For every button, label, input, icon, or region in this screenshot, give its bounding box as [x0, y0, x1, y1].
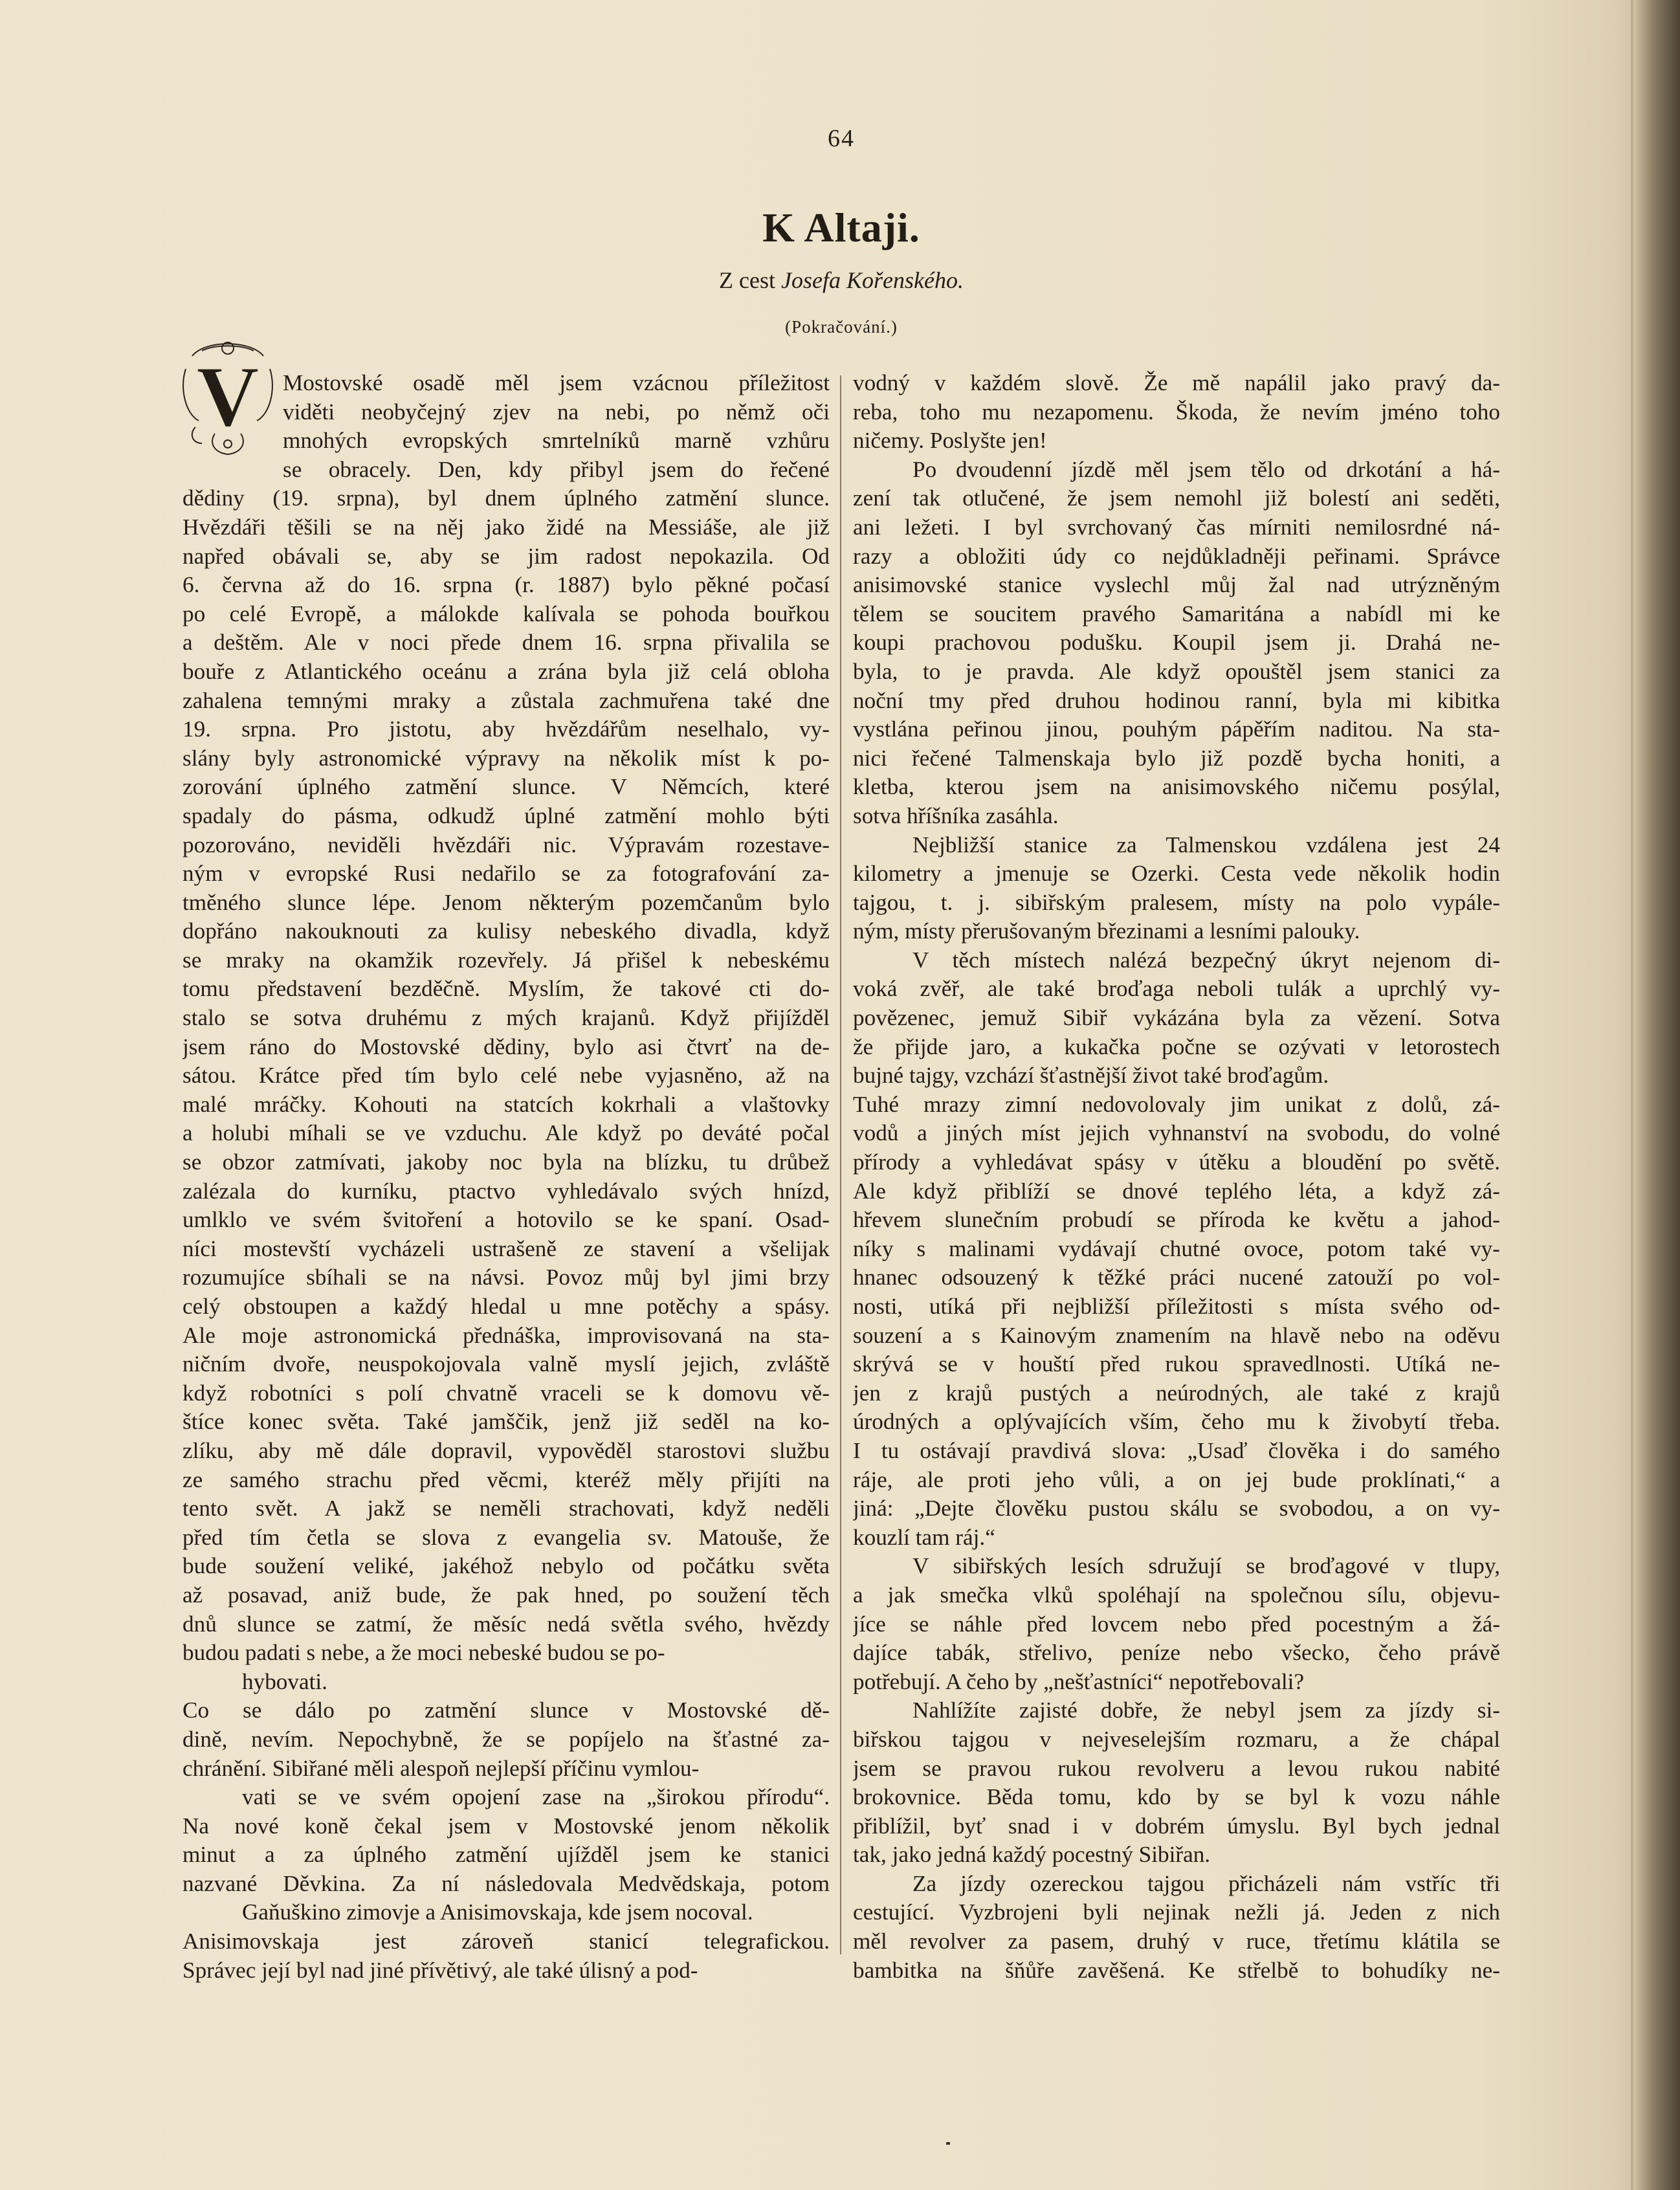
text-line: po celé Evropě, a málokde kalívala se pohoda bouřkou [182, 601, 830, 626]
text-line: byla, to je pravda. Ale když opouštěl jsem stanici za [853, 658, 1500, 684]
text-line: Ale když přiblíží se dnové teplého léta, a když zá- [853, 1178, 1500, 1204]
text-line: Tuhé mrazy zimní nedovolovaly jim unikat z dolů, zá- [853, 1091, 1500, 1117]
text-line: níky s malinami vydávají chutné ovoce, potom také vy- [853, 1235, 1500, 1261]
text-line: ani ležeti. I byl svrchovaný čas mírniti nemilosrdné ná- [853, 514, 1500, 540]
text-line: souzení a s Kainovým znamením na hlavě nebo na oděvu [853, 1322, 1500, 1348]
text-line: dědiny (19. srpna), byl dnem úplného zatmění slunce. [182, 485, 830, 511]
text-line: hřevem slunečním probudí se příroda ke květu a jahod- [853, 1207, 1500, 1233]
text-line: a jak smečka vlků spoléhají na společnou sílu, objevu- [853, 1582, 1500, 1608]
text-line: zení tak otlučené, že jsem nemohl již bolestí ani seděti, [853, 485, 1500, 511]
text-line: tělem se soucitem pravého Samaritána a nabídl mi ke [853, 601, 1500, 626]
text-line: ničním dvoře, neuspokojovala valně myslí jejich, zvláště [182, 1351, 830, 1377]
subtitle-author: Josefa Kořenského. [781, 267, 964, 293]
page-edge-line [1631, 0, 1633, 2190]
text-line: spadaly do pásma, odkudž úplné zatmění mohlo býti [182, 802, 830, 828]
left-column [182, 349, 830, 1985]
text-line: nici řečené Talmenskaja bylo již pozdě bycha honiti, a [853, 745, 1500, 771]
text-line: přírody a vyhledávat spásy v útěku a bloudění po světě. [853, 1149, 1500, 1175]
text-line: cestující. Vyzbrojeni byli nejinak nežli já. Jeden z nich [853, 1899, 1500, 1925]
text-line: tomu představení bezděčně. Myslím, že takové cti do- [182, 976, 830, 1002]
continued-note: (Pokračování.) [785, 317, 898, 337]
text-line: úrodných a oplývajících vším, čeho mu k živobytí třeba. [853, 1409, 1500, 1435]
text-line: přiblížil, byť snad i v dobrém úmyslu. Byl bych jednal [853, 1813, 1500, 1839]
text-line: vodný v každém slově. Že mě napálil jako pravý da- [853, 370, 1500, 395]
text-line: kletba, kterou jsem na anisimovského ničemu posýlal, [853, 774, 1500, 800]
text-line: koupi prachovou podušku. Koupil jsem ji. Drahá ne- [853, 630, 1500, 656]
text-line: Na nové koně čekal jsem v Mostovské jenom několik [182, 1813, 830, 1839]
text-line: kouzlí tam ráj.“ [853, 1524, 995, 1550]
text-line: až posavad, aniž bude, že pak hned, po soužení těch [182, 1582, 830, 1608]
text-line: brokovnice. Běda tomu, kdo by se byl k vozu náhle [853, 1784, 1500, 1810]
text-line: reba, toho mu nezapomenu. Škoda, že nevím jméno toho [853, 399, 1500, 425]
text-line: V sibiřských lesích sdružují se broďagové v tlupy, [912, 1553, 1500, 1579]
text-line: ným v evropské Rusi nedařilo se za fotografování za- [182, 861, 830, 887]
text-line: slány byly astronomické výpravy na několik míst k po- [182, 745, 830, 771]
text-line: mnohých evropských smrtelníků marně vzhůru [283, 428, 830, 454]
text-line: Mostovské osadě měl jsem vzácnou příležitost [283, 370, 830, 395]
text-line: I tu ostávají pravdivá slova: „Usaď člověka i do samého [853, 1437, 1500, 1463]
text-line: ničemy. Poslyšte jen! [853, 428, 1047, 454]
text-line: potřebují. A čeho by „nešťastníci“ nepotřebovali? [853, 1668, 1305, 1694]
text-line: Po dvoudenní jízdě měl jsem tělo od drkotání a há- [912, 456, 1500, 482]
text-line: níci mostevští vycházeli ustrašeně ze stavení a všelijak [182, 1235, 830, 1261]
article-subtitle [582, 267, 1100, 294]
ornamental-dropcap [179, 337, 276, 459]
text-line: noční tmy před druhou hodinou ranní, byla mi kibitka [853, 687, 1500, 713]
text-line: rozumujíce sbíhali se na návsi. Povoz můj byl jimi brzy [182, 1265, 830, 1290]
text-line: bujné tajgy, vzchází šťastnější život také broďagům. [853, 1063, 1329, 1089]
text-line: hnanec odsouzený k těžké práci nucené zatouží po vol- [853, 1265, 1500, 1290]
text-line: kilometry a jmenuje se Ozerki. Cesta vede několik hodin [853, 861, 1500, 887]
text-line: anisimovské stanice vyslechl můj žal nad utrýzněným [853, 572, 1500, 598]
text-line: dajíce tabák, střelivo, peníze nebo všecko, čeho právě [853, 1640, 1500, 1666]
text-line: minut a za úplného zatmění ujížděl jsem ke stanici [182, 1842, 830, 1868]
text-line: jsem ráno do Mostovské dědiny, bylo asi čtvrť na de- [182, 1034, 830, 1059]
text-line: štíce konec světa. Také jamščik, jenž již seděl na ko- [182, 1409, 830, 1435]
text-line: bouře z Atlantického oceánu a zrána byla již celá obloha [182, 658, 830, 684]
text-line: vodů a jiných míst jejich vyhnanství na svobodu, do volné [853, 1120, 1500, 1146]
right-column [853, 369, 1500, 1985]
book-spine-edge [1635, 0, 1680, 2190]
text-line: že přijde jaro, a kukačka počne se ozývati v letorostech [853, 1034, 1500, 1059]
text-line: vystlána peřinou jinou, pouhým pápěřím naditou. Na sta- [853, 716, 1500, 742]
text-line: se obracely. Den, kdy přibyl jsem do řečené [283, 456, 830, 482]
text-line: Co se dálo po zatmění slunce v Mostovské dě- [182, 1698, 830, 1723]
text-line: měl revolver za pasem, druhý v ruce, třetímu klátila se [853, 1929, 1500, 1954]
text-line: Nejbližší stanice za Talmenskou vzdálena jest 24 [912, 832, 1500, 857]
text-line: voká zvěř, ale také broďaga neboli tulák a uprchlý vy- [853, 976, 1500, 1002]
text-line: umlklo ve svém švitoření a hotovilo se ke spaní. Osad- [182, 1207, 830, 1233]
subtitle-prefix: Z cest [719, 267, 776, 293]
text-line: celý obstoupen a každý hledal u mne potěchy a spásy. [182, 1294, 830, 1319]
text-line: tměného slunce lépe. Jenom některým pozemčanům bylo [182, 889, 830, 915]
text-line: skrývá se v houští před rukou spravedlnosti. Utíká ne- [853, 1351, 1500, 1377]
text-line: tak, jako jedná každý pocestný Sibiřan. [853, 1842, 1211, 1868]
text-line: V těch místech nalézá bezpečný úkryt nejenom di- [912, 947, 1500, 973]
text-line: bambitka na šňůře zavěšená. Ke střelbě to bohudíky ne- [853, 1957, 1500, 1983]
text-line: chránění. Sibiřané měli alespoň nejlepší příčinu vymlou- [182, 1755, 700, 1781]
text-line: když robotníci s polí chvatně vraceli se k domovu vě- [182, 1380, 830, 1406]
text-line: ze samého strachu před věcmi, kteréž měly přijíti na [182, 1466, 830, 1492]
text-line: bude soužení veliké, jakéhož nebylo od počátku světa [182, 1553, 830, 1579]
text-line: jiná: „Dejte člověku pustou skálu se svobodou, a on vy- [853, 1496, 1500, 1521]
text-line: dopřáno nakouknouti za kulisy nebeského divadla, když [182, 918, 830, 944]
text-line: stalo se sotva druhému z mých krajanů. Když přijížděl [182, 1005, 830, 1031]
text-line: sotva hříšníka zasáhla. [853, 802, 1059, 828]
text-line: se obzor zatmívati, jakoby noc byla na blízku, tu drůbež [182, 1149, 830, 1175]
text-line: napřed obávali se, aby se jim radost nepokazila. Od [182, 543, 830, 569]
text-line: jsem se pravou rukou revolveru a levou rukou nabité [853, 1755, 1500, 1781]
text-line: Gaňuškino zimovje a Anisimovskaja, kde jsem nocoval. [242, 1899, 753, 1925]
text-line: budou padati s nebe, a že moci nebeské budou se po- [182, 1640, 665, 1666]
column-divider [840, 375, 841, 1954]
text-line: Hvězdáři těšili se na něj jako židé na Messiáše, ale již [182, 514, 830, 540]
page-number: 64 [828, 125, 855, 152]
text-line: dnů slunce se zatmí, že měsíc nedá světla svého, hvězdy [182, 1611, 830, 1637]
text-line: zorování úplného zatmění slunce. V Němcích, které [182, 774, 830, 800]
text-line: zalézala do kurníku, ptactvo vyhledávalo svých hnízd, [182, 1178, 830, 1204]
text-line: dině, nevím. Nepochybně, že se popíjelo na šťastné za- [182, 1726, 830, 1752]
article-title: K Altaji. [762, 205, 920, 250]
text-line: Správec její byl nad jiné přívětivý, ale také úlisný a pod- [182, 1957, 698, 1983]
text-line: nazvané Děvkina. Za ní následovala Medvědskaja, potom [182, 1870, 830, 1896]
text-line: hybovati. [242, 1668, 327, 1694]
text-line: jen z krajů pustých a neúrodných, ale také z krajů [853, 1380, 1500, 1406]
text-line: Anisimovskaja jest zároveň stanicí telegrafickou. [182, 1929, 830, 1954]
text-line: ným, místy přerušovaným březinami a lesními palouky. [853, 918, 1360, 944]
text-line: nosti, utíká při nejbližší příležitosti s místa svého od- [853, 1294, 1500, 1319]
text-line: Nahlížíte zajisté dobře, že nebyl jsem za jízdy si- [912, 1698, 1500, 1723]
text-line: zlíku, aby mě dále dopravil, vypověděl starostovi službu [182, 1437, 830, 1463]
text-line: pozorováno, neviděli hvězdáři nic. Výpravám rozestave- [182, 832, 830, 857]
text-line: se mraky na okamžik rozevřely. Já přišel k nebeskému [182, 947, 830, 973]
text-line: a deštěm. Ale v noci přede dnem 16. srpna přivalila se [182, 630, 830, 656]
print-mark [946, 2142, 950, 2145]
text-line: a holubi míhali se ve vzduchu. Ale když po deváté počal [182, 1120, 830, 1146]
text-line: povězenec, jemuž Sibiř vykázána byla za vězení. Sotva [853, 1005, 1500, 1031]
text-line: tento svět. A jakž se neměli strachovati, když neděli [182, 1496, 830, 1521]
text-line: malé mráčky. Kohouti na statcích kokrhali a vlaštovky [182, 1091, 830, 1117]
text-line: biřskou tajgou v nejveselejším rozmaru, a že chápal [853, 1726, 1500, 1752]
text-line: Za jízdy ozereckou tajgou přicházeli nám vstříc tři [912, 1870, 1500, 1896]
text-line: 6. června až do 16. srpna (r. 1887) bylo pěkné počasí [182, 572, 830, 598]
text-line: ráje, ale proti jeho vůli, a on jej bude proklínati,“ a [853, 1466, 1500, 1492]
text-line: zahalena temnými mraky a zůstala zachmuřena také dne [182, 687, 830, 713]
text-line: Ale moje astronomická přednáška, improvisovaná na sta- [182, 1322, 830, 1348]
text-line: razy a obložiti údy co nejdůkladněji peřinami. Správce [853, 543, 1500, 569]
text-line: viděti neobyčejný zjev na nebi, po němž oči [283, 399, 830, 425]
dropcap-letter: V [196, 349, 260, 445]
text-line: sátou. Krátce před tím bylo celé nebe vyjasněno, až na [182, 1063, 830, 1089]
text-line: jíce se náhle před lovcem nebo před pocestným a žá- [853, 1611, 1500, 1637]
text-line: 19. srpna. Pro jistotu, aby hvězdářům neselhalo, vy- [182, 716, 830, 742]
text-line: před tím četla se slova z evangelia sv. Matouše, že [182, 1524, 830, 1550]
text-line: vati se ve svém opojení zase na „širokou přírodu“. [242, 1784, 830, 1810]
text-line: tajgou, t. j. sibiřským pralesem, místy na polo vypále- [853, 889, 1500, 915]
